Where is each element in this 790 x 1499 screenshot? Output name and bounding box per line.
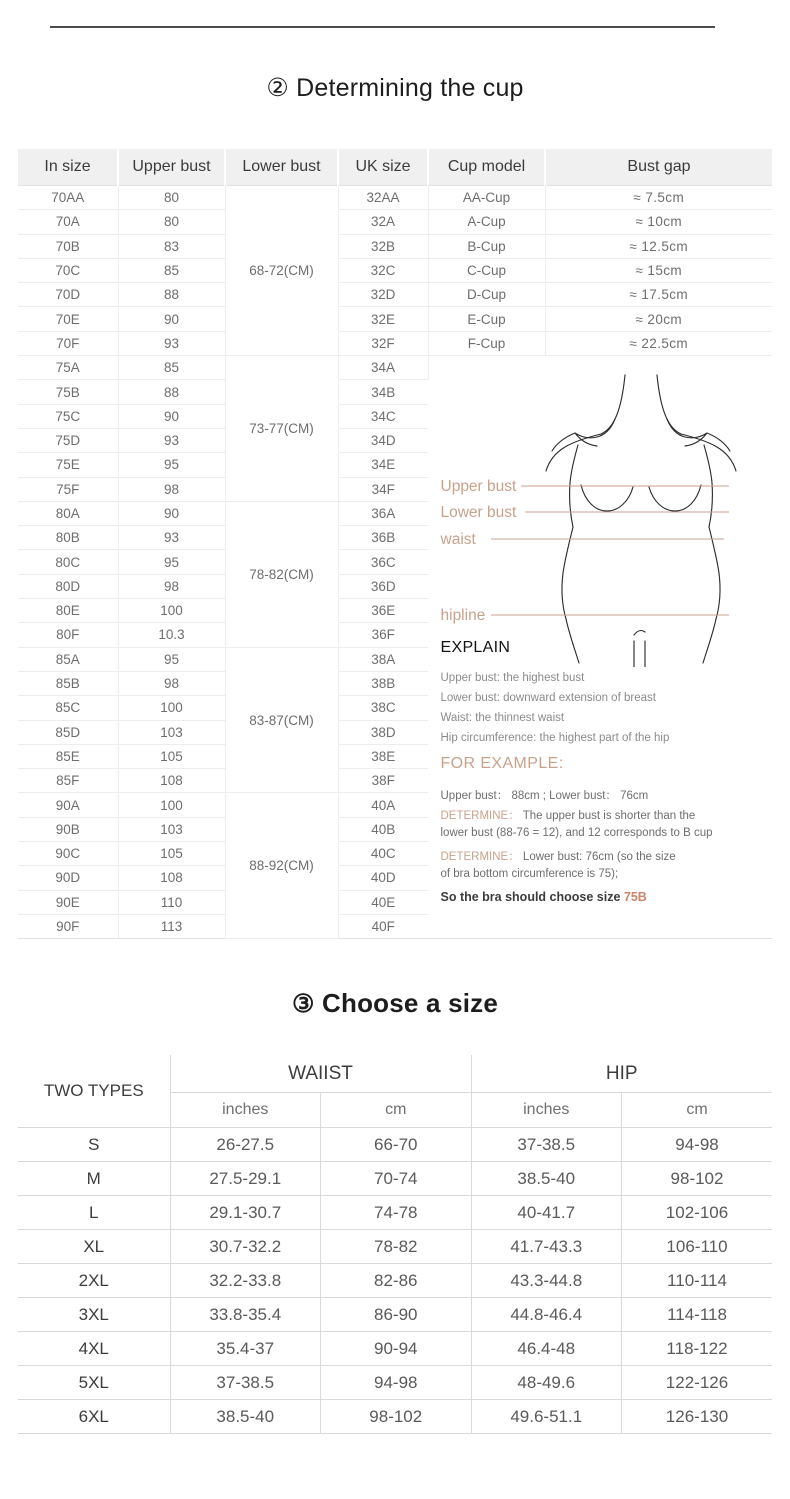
cell-uk-size: 36C bbox=[338, 550, 428, 574]
cell-upper-bust: 90 bbox=[118, 501, 225, 525]
cell-in-size: 70B bbox=[18, 234, 118, 258]
cell-hip-inches: 37-38.5 bbox=[471, 1128, 622, 1162]
cell-lower-bust-group: 68-72(CM) bbox=[225, 186, 338, 356]
cell-upper-bust: 93 bbox=[118, 331, 225, 355]
explain-line-1: Upper bust: the highest bust bbox=[440, 672, 585, 685]
subheader-waist-cm: cm bbox=[321, 1093, 472, 1128]
section-2-number: ② bbox=[266, 74, 289, 102]
top-divider bbox=[50, 26, 715, 28]
cell-in-size: 85A bbox=[18, 647, 118, 671]
cell-waist-cm: 66-70 bbox=[321, 1128, 472, 1162]
cell-upper-bust: 90 bbox=[118, 404, 225, 428]
cell-uk-size: 38F bbox=[338, 769, 428, 793]
table-row bbox=[18, 1128, 772, 1162]
cell-size: XL bbox=[18, 1230, 170, 1264]
cell-uk-size: 38C bbox=[338, 696, 428, 720]
cell-upper-bust: 95 bbox=[118, 550, 225, 574]
cell-cup-model: D-Cup bbox=[428, 283, 545, 307]
table-row bbox=[18, 234, 772, 258]
cell-upper-bust: 90 bbox=[118, 307, 225, 331]
cell-uk-size: 40D bbox=[338, 866, 428, 890]
cell-upper-bust: 100 bbox=[118, 696, 225, 720]
cell-waist-inches: 30.7-32.2 bbox=[170, 1230, 321, 1264]
cell-in-size: 75B bbox=[18, 380, 118, 404]
cell-upper-bust: 108 bbox=[118, 769, 225, 793]
cell-upper-bust: 100 bbox=[118, 599, 225, 623]
cell-waist-cm: 98-102 bbox=[321, 1400, 472, 1434]
cell-in-size: 80A bbox=[18, 501, 118, 525]
cell-in-size: 70F bbox=[18, 331, 118, 355]
cell-uk-size: 32A bbox=[338, 210, 428, 234]
cell-size: 5XL bbox=[18, 1366, 170, 1400]
cell-uk-size: 40E bbox=[338, 890, 428, 914]
cell-in-size: 70AA bbox=[18, 186, 118, 210]
cell-size: 4XL bbox=[18, 1332, 170, 1366]
cell-bust-gap: ≈ 22.5cm bbox=[545, 331, 772, 355]
cell-uk-size: 34C bbox=[338, 404, 428, 428]
cell-uk-size: 32F bbox=[338, 331, 428, 355]
cell-in-size: 70E bbox=[18, 307, 118, 331]
section-3-title-text: Choose a size bbox=[322, 988, 499, 1018]
explain-heading: EXPLAIN bbox=[440, 639, 511, 657]
label-hipline: hipline bbox=[440, 607, 486, 625]
cell-hip-cm: 106-110 bbox=[622, 1230, 773, 1264]
subheader-hip-inches: inches bbox=[471, 1093, 622, 1128]
cell-hip-cm: 98-102 bbox=[622, 1162, 773, 1196]
cell-in-size: 90A bbox=[18, 793, 118, 817]
label-waist: waist bbox=[440, 531, 476, 549]
example-line-2: DETERMINE： The upper bust is shorter than the bbox=[440, 810, 696, 823]
cell-in-size: 85E bbox=[18, 744, 118, 768]
cell-in-size: 75C bbox=[18, 404, 118, 428]
cell-lower-bust-group: 73-77(CM) bbox=[225, 356, 338, 502]
cell-waist-cm: 78-82 bbox=[321, 1230, 472, 1264]
cell-uk-size: 36E bbox=[338, 599, 428, 623]
cell-size: 2XL bbox=[18, 1264, 170, 1298]
cell-waist-inches: 29.1-30.7 bbox=[170, 1196, 321, 1230]
cell-hip-cm: 126-130 bbox=[622, 1400, 773, 1434]
subheader-waist-inches: inches bbox=[170, 1093, 321, 1128]
cell-upper-bust: 95 bbox=[118, 453, 225, 477]
cell-size: 3XL bbox=[18, 1298, 170, 1332]
cell-hip-inches: 40-41.7 bbox=[471, 1196, 622, 1230]
cell-uk-size: 38E bbox=[338, 744, 428, 768]
cell-waist-cm: 74-78 bbox=[321, 1196, 472, 1230]
explain-line-2: Lower bust: downward extension of breast bbox=[440, 692, 656, 705]
cell-uk-size: 34A bbox=[338, 356, 428, 380]
cell-hip-inches: 41.7-43.3 bbox=[471, 1230, 622, 1264]
section-2-title bbox=[0, 73, 790, 103]
cell-hip-cm: 114-118 bbox=[622, 1298, 773, 1332]
col-header-in-size: In size bbox=[18, 149, 118, 186]
cell-in-size: 80C bbox=[18, 550, 118, 574]
cell-cup-model: A-Cup bbox=[428, 210, 545, 234]
cell-cup-model: C-Cup bbox=[428, 258, 545, 282]
cell-in-size: 75F bbox=[18, 477, 118, 501]
cell-uk-size: 40C bbox=[338, 842, 428, 866]
two-types-label: TWO TYPES bbox=[18, 1055, 170, 1128]
cell-in-size: 75E bbox=[18, 453, 118, 477]
cell-in-size: 80B bbox=[18, 526, 118, 550]
cell-uk-size: 32D bbox=[338, 283, 428, 307]
cell-in-size: 90E bbox=[18, 890, 118, 914]
cell-bust-gap: ≈ 20cm bbox=[545, 307, 772, 331]
table-row bbox=[18, 307, 772, 331]
cell-upper-bust: 88 bbox=[118, 380, 225, 404]
cell-in-size: 90B bbox=[18, 817, 118, 841]
measurement-illustration bbox=[429, 367, 773, 927]
example-line-1: Upper bust： 88cm ; Lower bust： 76cm bbox=[440, 790, 649, 803]
cell-lower-bust-group: 88-92(CM) bbox=[225, 793, 338, 939]
cell-upper-bust: 95 bbox=[118, 647, 225, 671]
table-row bbox=[18, 210, 772, 234]
table-row bbox=[18, 283, 772, 307]
cell-hip-cm: 110-114 bbox=[622, 1264, 773, 1298]
cell-upper-bust: 80 bbox=[118, 210, 225, 234]
cell-bust-gap: ≈ 17.5cm bbox=[545, 283, 772, 307]
cell-uk-size: 38B bbox=[338, 671, 428, 695]
cell-upper-bust: 113 bbox=[118, 914, 225, 938]
group-header-hip: HIP bbox=[471, 1055, 772, 1093]
cell-bust-gap: ≈ 12.5cm bbox=[545, 234, 772, 258]
cell-upper-bust: 98 bbox=[118, 671, 225, 695]
cell-in-size: 80D bbox=[18, 574, 118, 598]
cell-in-size: 85F bbox=[18, 769, 118, 793]
cup-size-table bbox=[18, 149, 772, 939]
cell-upper-bust: 98 bbox=[118, 574, 225, 598]
cell-uk-size: 32E bbox=[338, 307, 428, 331]
cell-in-size: 90D bbox=[18, 866, 118, 890]
table-row bbox=[18, 1230, 772, 1264]
cell-waist-cm: 82-86 bbox=[321, 1264, 472, 1298]
cell-upper-bust: 83 bbox=[118, 234, 225, 258]
cell-upper-bust: 85 bbox=[118, 258, 225, 282]
table-row bbox=[18, 1298, 772, 1332]
cell-upper-bust: 110 bbox=[118, 890, 225, 914]
cell-in-size: 80E bbox=[18, 599, 118, 623]
cell-uk-size: 38D bbox=[338, 720, 428, 744]
cell-cup-model: B-Cup bbox=[428, 234, 545, 258]
cell-lower-bust-group: 83-87(CM) bbox=[225, 647, 338, 793]
cell-in-size: 90C bbox=[18, 842, 118, 866]
cell-in-size: 85D bbox=[18, 720, 118, 744]
subheader-hip-cm: cm bbox=[622, 1093, 773, 1128]
cell-waist-inches: 32.2-33.8 bbox=[170, 1264, 321, 1298]
cell-waist-cm: 86-90 bbox=[321, 1298, 472, 1332]
cell-hip-cm: 118-122 bbox=[622, 1332, 773, 1366]
cell-waist-cm: 70-74 bbox=[321, 1162, 472, 1196]
cell-upper-bust: 100 bbox=[118, 793, 225, 817]
cell-hip-inches: 44.8-46.4 bbox=[471, 1298, 622, 1332]
cell-upper-bust: 93 bbox=[118, 526, 225, 550]
col-header-upper-bust: Upper bust bbox=[118, 149, 225, 186]
col-header-uk-size: UK size bbox=[338, 149, 428, 186]
cell-upper-bust: 85 bbox=[118, 356, 225, 380]
cell-in-size: 85C bbox=[18, 696, 118, 720]
group-header-waist: WAIIST bbox=[170, 1055, 471, 1093]
illustration-cell bbox=[428, 356, 772, 939]
cell-in-size: 90F bbox=[18, 914, 118, 938]
cell-waist-cm: 90-94 bbox=[321, 1332, 472, 1366]
cell-waist-cm: 94-98 bbox=[321, 1366, 472, 1400]
col-header-lower-bust: Lower bust bbox=[225, 149, 338, 186]
cell-uk-size: 36F bbox=[338, 623, 428, 647]
col-header-bust-gap: Bust gap bbox=[545, 149, 772, 186]
explain-line-3: Waist: the thinnest waist bbox=[440, 712, 565, 725]
cell-cup-model: F-Cup bbox=[428, 331, 545, 355]
cell-hip-cm: 94-98 bbox=[622, 1128, 773, 1162]
section-2-title-text: Determining the cup bbox=[296, 74, 524, 102]
cell-uk-size: 32C bbox=[338, 258, 428, 282]
cell-uk-size: 40F bbox=[338, 914, 428, 938]
table-row bbox=[18, 1400, 772, 1434]
cell-uk-size: 32AA bbox=[338, 186, 428, 210]
col-header-cup-model: Cup model bbox=[428, 149, 545, 186]
cell-bust-gap: ≈ 7.5cm bbox=[545, 186, 772, 210]
table-row bbox=[18, 331, 772, 355]
cell-hip-inches: 48-49.6 bbox=[471, 1366, 622, 1400]
cell-uk-size: 34D bbox=[338, 428, 428, 452]
cell-uk-size: 40A bbox=[338, 793, 428, 817]
cell-cup-model: E-Cup bbox=[428, 307, 545, 331]
cell-in-size: 75A bbox=[18, 356, 118, 380]
cell-hip-cm: 102-106 bbox=[622, 1196, 773, 1230]
cell-uk-size: 38A bbox=[338, 647, 428, 671]
cell-waist-inches: 27.5-29.1 bbox=[170, 1162, 321, 1196]
cell-hip-inches: 43.3-44.8 bbox=[471, 1264, 622, 1298]
cell-waist-inches: 38.5-40 bbox=[170, 1400, 321, 1434]
cell-uk-size: 34B bbox=[338, 380, 428, 404]
table-row bbox=[18, 1196, 772, 1230]
cell-uk-size: 34E bbox=[338, 453, 428, 477]
cell-upper-bust: 10.3 bbox=[118, 623, 225, 647]
section-3-number: ③ bbox=[291, 990, 315, 1018]
cell-waist-inches: 35.4-37 bbox=[170, 1332, 321, 1366]
cell-waist-inches: 33.8-35.4 bbox=[170, 1298, 321, 1332]
cell-upper-bust: 108 bbox=[118, 866, 225, 890]
example-line-4: DETERMINE： Lower bust: 76cm (so the size bbox=[440, 851, 676, 864]
cell-waist-inches: 26-27.5 bbox=[170, 1128, 321, 1162]
cell-in-size: 70D bbox=[18, 283, 118, 307]
example-line-3: lower bust (88-76 = 12), and 12 corresponds to B cup bbox=[440, 827, 713, 840]
table-row bbox=[18, 1366, 772, 1400]
cell-hip-cm: 122-126 bbox=[622, 1366, 773, 1400]
table-row bbox=[18, 1332, 772, 1366]
cell-uk-size: 32B bbox=[338, 234, 428, 258]
explain-line-4: Hip circumference: the highest part of the hip bbox=[440, 732, 670, 745]
cell-upper-bust: 103 bbox=[118, 817, 225, 841]
cell-in-size: 85B bbox=[18, 671, 118, 695]
table-row bbox=[18, 1162, 772, 1196]
cell-uk-size: 36A bbox=[338, 501, 428, 525]
cell-upper-bust: 105 bbox=[118, 842, 225, 866]
table-row bbox=[18, 258, 772, 282]
cell-waist-inches: 37-38.5 bbox=[170, 1366, 321, 1400]
cell-uk-size: 36D bbox=[338, 574, 428, 598]
cell-in-size: 80F bbox=[18, 623, 118, 647]
cell-cup-model: AA-Cup bbox=[428, 186, 545, 210]
cell-uk-size: 34F bbox=[338, 477, 428, 501]
cell-lower-bust-group: 78-82(CM) bbox=[225, 501, 338, 647]
cell-in-size: 70A bbox=[18, 210, 118, 234]
cell-hip-inches: 38.5-40 bbox=[471, 1162, 622, 1196]
cell-upper-bust: 80 bbox=[118, 186, 225, 210]
cell-size: M bbox=[18, 1162, 170, 1196]
cell-upper-bust: 103 bbox=[118, 720, 225, 744]
cell-in-size: 75D bbox=[18, 428, 118, 452]
cell-upper-bust: 98 bbox=[118, 477, 225, 501]
cup-table-header-row bbox=[18, 149, 772, 186]
cell-bust-gap: ≈ 10cm bbox=[545, 210, 772, 234]
table-row bbox=[18, 186, 772, 210]
cell-upper-bust: 88 bbox=[118, 283, 225, 307]
label-lower-bust: Lower bust bbox=[440, 504, 517, 522]
cell-hip-inches: 49.6-51.1 bbox=[471, 1400, 622, 1434]
cell-uk-size: 36B bbox=[338, 526, 428, 550]
cell-size: L bbox=[18, 1196, 170, 1230]
cell-size: S bbox=[18, 1128, 170, 1162]
section-3-title bbox=[0, 988, 790, 1019]
cell-hip-inches: 46.4-48 bbox=[471, 1332, 622, 1366]
table-row bbox=[18, 356, 772, 380]
cell-size: 6XL bbox=[18, 1400, 170, 1434]
waist-hip-size-table bbox=[18, 1055, 772, 1434]
label-upper-bust: Upper bust bbox=[440, 478, 517, 496]
cell-upper-bust: 93 bbox=[118, 428, 225, 452]
example-line-5: of bra bottom circumference is 75); bbox=[440, 868, 619, 881]
cell-upper-bust: 105 bbox=[118, 744, 225, 768]
cell-in-size: 70C bbox=[18, 258, 118, 282]
for-example-heading: FOR EXAMPLE: bbox=[440, 755, 564, 773]
size-table-group-row bbox=[18, 1055, 772, 1093]
cell-bust-gap: ≈ 15cm bbox=[545, 258, 772, 282]
table-row bbox=[18, 1264, 772, 1298]
example-conclusion: So the bra should choose size 75B bbox=[440, 890, 647, 905]
cell-uk-size: 40B bbox=[338, 817, 428, 841]
